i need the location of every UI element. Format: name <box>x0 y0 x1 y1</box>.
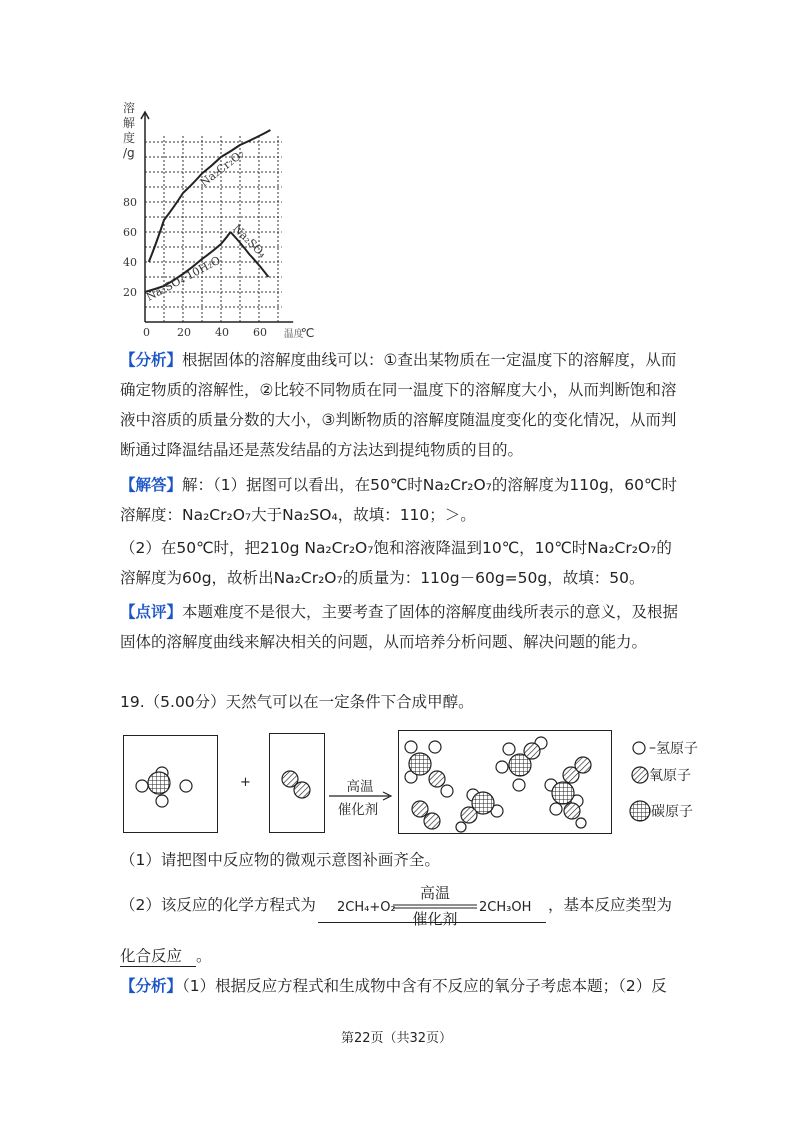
legend-carbon <box>629 800 693 822</box>
q19-part2-prefix: （2）该反应的化学方程式为 <box>120 896 316 914</box>
page-footer: 第22页（共32页） <box>340 1031 453 1046</box>
y-axis-label-char: 溶 <box>123 101 136 115</box>
y-axis-label-char: /g <box>123 146 135 160</box>
oxygen-molecule-icon <box>270 734 324 831</box>
comment-tag: 【点评】 <box>120 603 183 621</box>
reactant-box-methane <box>123 735 218 833</box>
q19-part1: （1）请把图中反应物的微观示意图补画齐全。 <box>120 851 440 869</box>
reaction-type-line <box>120 944 212 967</box>
solution-tag: 【解答】 <box>120 476 183 494</box>
y-axis-label-char: 解 <box>123 116 136 130</box>
equation-condition-bottom: 催化剂 <box>412 910 458 928</box>
analysis-text: 根据固体的溶解度曲线可以：①查出某物质在一定温度下的溶解度，从而确定物质的溶解性，②比较不同物质在同一温度下的溶解度大小，从而判断饱和溶液中溶质的质量分数的大小，③判断物质的溶解度随温度变化的变化情况，从而判断通过降温结晶还是蒸发结晶的方法达到提纯物质的目的。 <box>120 351 677 459</box>
reaction-condition-top: 高温 <box>346 779 374 795</box>
x-axis-unit: ℃ <box>300 326 315 340</box>
curve-label: Na₂SO₄ <box>230 221 269 261</box>
carbon-atom-icon <box>629 800 651 822</box>
chart-labels <box>123 100 314 340</box>
curve-label: Na₂SO₄·10H₂O <box>144 253 223 304</box>
analysis-tag: 【分析】 <box>120 351 183 369</box>
comment-paragraph <box>120 597 680 657</box>
equation-condition-top: 高温 <box>419 884 450 902</box>
x-axis-label: 温度 <box>283 329 304 340</box>
comment-text: 本题难度不是很大，主要考查了固体的溶解度曲线所表示的意义，及根据固体的溶解度曲线来解决相关的问题，从而培养分析问题、解决问题的能力。 <box>120 603 679 651</box>
oxygen-atom-icon <box>631 766 649 784</box>
q19-title: 19.（5.00分）天然气可以在一定条件下合成甲醇。 <box>120 693 474 711</box>
solubility-chart <box>115 100 360 340</box>
q19-analysis-text: （1）根据反应方程式和生成物中含有不反应的氧分子考虑本题；（2）反 <box>182 977 667 995</box>
q19-analysis <box>120 974 667 996</box>
curve-label: Na₂Cr₂O₇ <box>197 147 247 190</box>
y-axis-label-char: 度 <box>123 131 136 145</box>
legend-hydrogen-label: 氢原子 <box>656 741 698 757</box>
analysis-paragraph <box>120 345 680 465</box>
legend-hydrogen: – 氢原子 <box>631 738 698 758</box>
equation-left: 2CH₄+O₂ <box>337 900 396 915</box>
product-molecules-icon <box>399 731 611 833</box>
legend-oxygen-label: 氧原子 <box>649 768 691 784</box>
y-tick-label: 20 <box>123 286 137 299</box>
y-tick-label: 80 <box>123 196 137 209</box>
x-tick-label: 40 <box>215 326 229 339</box>
solution-line1: 解：（1）据图可以看出，在50℃时Na₂Cr₂O₇的溶解度为110g，60℃时溶解度：Na₂Cr₂O₇大于Na₂SO₄，故填：110；＞。 <box>120 476 677 524</box>
q19-analysis-tag: 【分析】 <box>120 977 183 995</box>
solution-paragraph <box>120 470 680 530</box>
reaction-type-end: 。 <box>196 947 212 965</box>
methane-molecule-icon <box>124 736 216 831</box>
plus-sign: + <box>240 775 251 790</box>
solution-part2 <box>120 533 680 593</box>
legend-carbon-label: 碳原子 <box>651 804 693 820</box>
y-tick-label: 40 <box>123 256 137 269</box>
y-tick-label: 60 <box>123 226 137 239</box>
reaction-condition-bottom: 催化剂 <box>337 802 379 818</box>
hydrogen-atom-icon <box>631 740 647 756</box>
q19-part2-mid: ，基本反应类型为 <box>548 896 673 914</box>
x-tick-label: 20 <box>177 326 191 339</box>
x-tick-label: 0 <box>143 326 150 339</box>
solution-line2: （2）在50℃时，把210g Na₂Cr₂O₇饱和溶液降温到10℃，10℃时Na₂Cr₂O₇的溶解度为60g，故析出Na₂Cr₂O₇的质量为：110g－60g=50g，故填：50。 <box>120 539 672 587</box>
x-tick-label: 60 <box>253 326 267 339</box>
reaction-type-answer: 化合反应 <box>120 944 196 967</box>
equation-right: 2CH₃OH <box>479 900 532 915</box>
legend-oxygen <box>631 765 691 785</box>
reactant-box-oxygen <box>269 733 325 833</box>
product-box <box>398 730 612 834</box>
